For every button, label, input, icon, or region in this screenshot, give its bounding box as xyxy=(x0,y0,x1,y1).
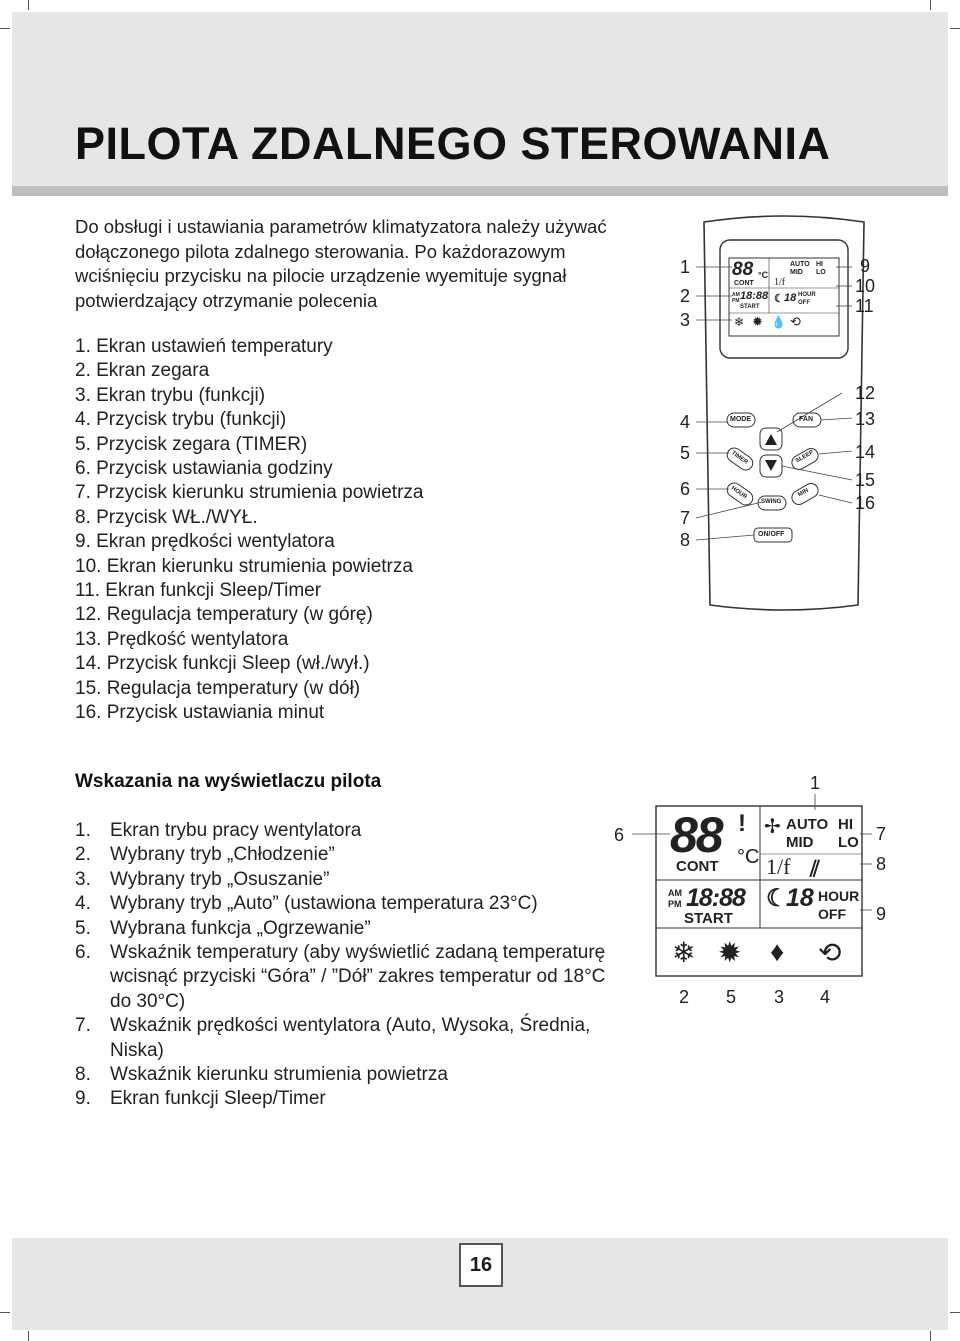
moon-icon: ☾ xyxy=(766,885,788,912)
list-item: 14. Przycisk funkcji Sleep (wł./wył.) xyxy=(75,653,370,675)
intro-paragraph: Do obsługi i ustawiania parametrów klimatyzatora należy używać dołączonego pilota zdalnego sterowania. Po każdorazowym wciśnięciu przycisku na pilocie urządzenie wyemituje sygnał potwierdzający otrzymanie polecenia xyxy=(75,216,607,311)
lcd-unit: °C xyxy=(758,270,769,280)
callout-number: 9 xyxy=(860,256,871,276)
hour-button[interactable]: HOUR xyxy=(729,485,748,501)
lcd-big-swing: 1/f xyxy=(766,854,791,879)
callout-number: 16 xyxy=(855,493,876,513)
fan-button[interactable]: FAN xyxy=(799,416,813,423)
lcd-am: AM xyxy=(732,292,740,298)
lcd-fan-mid: MID xyxy=(790,269,803,276)
sleep-button[interactable]: SLEEP xyxy=(794,449,815,465)
lcd-display-diagram xyxy=(610,770,900,1015)
lcd-fan-lo: LO xyxy=(816,269,826,276)
lcd-big-pm: PM xyxy=(668,899,682,909)
list-item: 6. Przycisk ustawiania godziny xyxy=(75,458,333,480)
callout-number: 4 xyxy=(680,412,691,432)
mode-button[interactable]: MODE xyxy=(730,416,751,423)
list-item: 7. Wskaźnik prędkości wentylatora (Auto, Wysoka, Średnia, Niska) xyxy=(75,1015,591,1061)
list-item: 8. Przycisk WŁ./WYŁ. xyxy=(75,506,258,528)
callout-number: 14 xyxy=(855,442,876,462)
crop-mark xyxy=(0,1312,10,1313)
callout-number: 8 xyxy=(680,530,691,550)
callout-number: 10 xyxy=(855,276,876,296)
crop-mark xyxy=(950,28,960,29)
lcd-big-clock: 18:88 xyxy=(686,884,745,912)
list-item: 12. Regulacja temperatury (w górę) xyxy=(75,604,373,626)
lcd-big-hour: HOUR xyxy=(818,888,860,904)
timer-button[interactable]: TIMER xyxy=(729,450,749,466)
fan-icon: ✢ xyxy=(764,816,781,838)
lcd-cont: CONT xyxy=(734,280,754,287)
crop-mark xyxy=(28,1331,29,1341)
remote-control-diagram xyxy=(674,210,894,620)
sun-icon: ✹ xyxy=(718,937,742,968)
lcd-big-fan-lo: LO xyxy=(838,834,859,851)
list-item: 9. Ekran funkcji Sleep/Timer xyxy=(75,1088,326,1110)
callout-number: 15 xyxy=(855,470,876,490)
lcd-swing: 1/f xyxy=(774,277,786,288)
lcd-big-sleep-num: 18 xyxy=(786,884,814,912)
callout-number: 13 xyxy=(855,409,876,429)
callout-number: 8 xyxy=(876,854,887,874)
lcd-big-am: AM xyxy=(668,888,682,898)
callout-number: 5 xyxy=(680,443,691,463)
callout-number: 6 xyxy=(614,825,625,845)
list-item: 15. Regulacja temperatury (w dół) xyxy=(75,677,361,699)
swing-louver-icon: ⫽ xyxy=(810,856,820,881)
lcd-sleep-num: 18 xyxy=(784,292,797,304)
lcd-big-off: OFF xyxy=(818,906,846,922)
droplet-icon: 💧 xyxy=(771,315,786,329)
list-item: 11. Ekran funkcji Sleep/Timer xyxy=(75,580,322,602)
crop-mark xyxy=(930,0,931,10)
lcd-off: OFF xyxy=(798,300,810,306)
list-item: 3. Ekran trybu (funkcji) xyxy=(75,384,266,406)
lcd-fan-hi: HI xyxy=(816,261,823,268)
callout-number: 5 xyxy=(726,987,737,1007)
snowflake-icon: ❄ xyxy=(734,315,745,329)
lcd-big-fan-auto: AUTO xyxy=(786,816,829,833)
page-title: PILOTA ZDALNEGO STEROWANIA xyxy=(75,118,831,169)
list-item: 8. Wskaźnik kierunku strumienia powietrza xyxy=(75,1064,448,1086)
onoff-button[interactable]: ON/OFF xyxy=(758,531,785,538)
callout-number: 11 xyxy=(855,296,874,316)
lcd-clock: 18:88 xyxy=(740,290,769,302)
callout-number: 4 xyxy=(820,987,831,1007)
callout-number: 6 xyxy=(680,479,691,499)
crop-mark xyxy=(930,1331,931,1341)
crop-mark xyxy=(950,1312,960,1313)
list-item: 4. Przycisk trybu (funkcji) xyxy=(75,409,287,431)
callout-number: 1 xyxy=(680,257,691,277)
lcd-temp: 88 xyxy=(732,259,754,280)
list-item: 2. Wybrany tryb „Chłodzenie” xyxy=(75,844,335,866)
lcd-hour: HOUR xyxy=(798,292,816,298)
display-items-list xyxy=(75,819,615,1112)
lcd-big-fan-hi: HI xyxy=(838,816,853,833)
callout-number: 7 xyxy=(876,824,887,844)
page-number: 16 xyxy=(459,1243,503,1287)
list-item: 2. Ekran zegara xyxy=(75,360,210,382)
lcd-big-fan-mid: MID xyxy=(786,834,814,851)
callout-number: 2 xyxy=(679,987,690,1007)
list-item: 6. Wskaźnik temperatury (aby wyświetlić zadaną temperaturę wcisnąć przyciski “Góra” / ”Dół” zakres temperatur od 18°C do 30°C) xyxy=(75,942,606,1012)
auto-mode-icon: ⟲ xyxy=(818,937,842,968)
list-item: 16. Przycisk ustawiania minut xyxy=(75,702,325,724)
list-item: 5. Wybrana funkcja „Ogrzewanie” xyxy=(75,917,371,939)
display-section-heading: Wskazania na wyświetlaczu pilota xyxy=(75,771,382,792)
snowflake-icon: ❄ xyxy=(672,937,696,968)
list-item: 10. Ekran kierunku strumienia powietrza xyxy=(75,555,413,577)
callout-number: 3 xyxy=(774,987,785,1007)
list-item: 9. Ekran prędkości wentylatora xyxy=(75,531,335,553)
lcd-big-unit: °C xyxy=(737,846,760,868)
crop-mark xyxy=(28,0,29,10)
lcd-pm: PM xyxy=(732,298,740,304)
min-button[interactable]: MIN xyxy=(797,487,810,499)
lcd-fan-auto: AUTO xyxy=(790,261,810,268)
list-item: 4. Wybrany tryb „Auto” (ustawiona temperatura 23°C) xyxy=(75,893,538,915)
list-item: 1. Ekran ustawień temperatury xyxy=(75,336,333,357)
lcd-big-start: START xyxy=(684,910,733,927)
callout-number: 12 xyxy=(855,383,876,403)
moon-icon: ☾ xyxy=(774,293,784,305)
thermometer-icon: ! xyxy=(738,810,746,837)
list-item: 7. Przycisk kierunku strumienia powietrza xyxy=(75,482,424,504)
list-item: 3. Wybrany tryb „Osuszanie” xyxy=(75,868,330,890)
callout-number: 1 xyxy=(810,773,821,793)
list-item: 1. Ekran trybu pracy wentylatora xyxy=(75,820,362,841)
swing-button[interactable]: SWING xyxy=(761,499,782,505)
lcd-start: START xyxy=(740,304,760,310)
list-item: 13. Prędkość wentylatora xyxy=(75,628,289,650)
callout-number: 3 xyxy=(680,310,691,330)
droplet-icon: ♦ xyxy=(770,936,785,967)
header-band-shadow xyxy=(12,186,948,196)
callout-number: 2 xyxy=(680,286,691,306)
sun-icon: ✹ xyxy=(752,314,763,329)
lcd-big-cont: CONT xyxy=(676,858,719,875)
callout-number: 9 xyxy=(876,904,887,924)
callout-number: 7 xyxy=(680,508,691,528)
remote-items-list xyxy=(75,335,423,726)
crop-mark xyxy=(0,28,10,29)
auto-mode-icon: ⟲ xyxy=(790,314,801,329)
lcd-big-temp: 88 xyxy=(670,807,722,863)
list-item: 5. Przycisk zegara (TIMER) xyxy=(75,433,308,455)
